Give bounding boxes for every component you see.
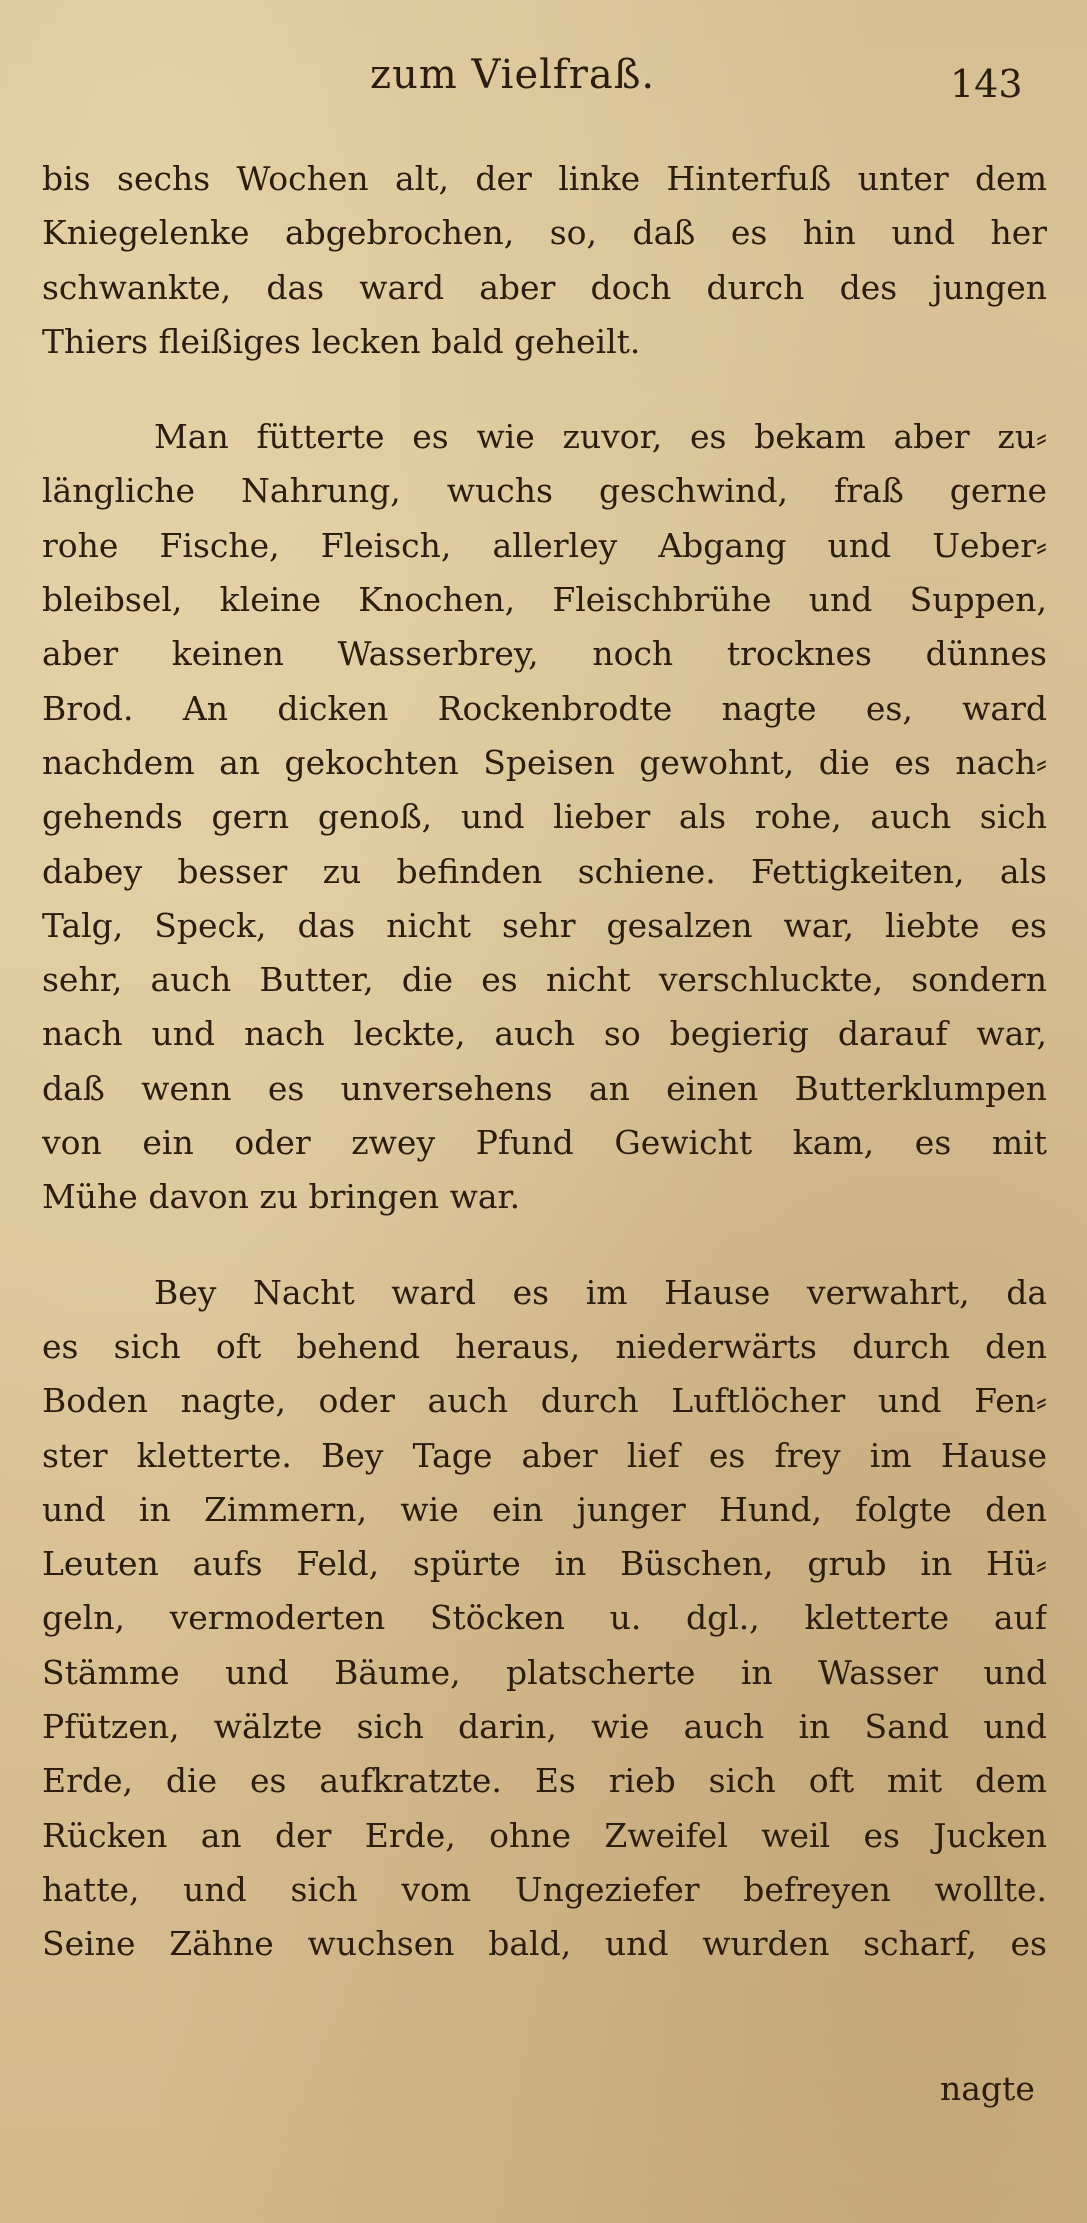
text-line: sehr, auch Butter, die es nicht verschluckte, sondern <box>42 960 1047 1000</box>
text-body <box>42 152 1047 1972</box>
text-line: bleibsel, kleine Knochen, Fleischbrühe und Suppen, <box>42 580 1047 620</box>
text-line: schwankte, das ward aber doch durch des jungen <box>42 267 1047 307</box>
page-header <box>0 40 1087 110</box>
text-line: Stämme und Bäume, platscherte in Wasser und <box>42 1652 1047 1692</box>
text-line: Man fütterte es wie zuvor, es bekam aber zu⸗ <box>154 417 1047 457</box>
text-line: nachdem an gekochten Speisen gewohnt, die es nach⸗ <box>42 742 1047 782</box>
text-line: Boden nagte, oder auch durch Luftlöcher und Fen⸗ <box>42 1381 1047 1421</box>
text-line: Erde, die es aufkratzte. Es rieb sich oft mit dem <box>42 1761 1047 1801</box>
text-line: Pfützen, wälzte sich darin, wie auch in Sand und <box>42 1707 1047 1747</box>
text-line: längliche Nahrung, wuchs geschwind, fraß gerne <box>42 471 1047 511</box>
text-line: Talg, Speck, das nicht sehr gesalzen war, liebte es <box>42 905 1047 945</box>
running-head: zum Vielfraß. <box>370 52 656 98</box>
paragraph-gap <box>42 369 1047 410</box>
text-line: ster kletterte. Bey Tage aber lief es frey im Hause <box>42 1435 1047 1475</box>
paragraph-gap <box>42 1225 1047 1266</box>
text-line: es sich oft behend heraus, niederwärts durch den <box>42 1326 1047 1366</box>
paragraph <box>42 1266 1047 1972</box>
paragraph <box>42 410 1047 1224</box>
text-line: dabey besser zu befinden schiene. Fettigkeiten, als <box>42 851 1047 891</box>
paragraph <box>42 152 1047 369</box>
catchword: nagte <box>940 2069 1035 2108</box>
text-line: nach und nach leckte, auch so begierig darauf war, <box>42 1014 1047 1054</box>
text-line: bis sechs Wochen alt, der linke Hinterfuß unter dem <box>42 159 1047 198</box>
text-line: gehends gern genoß, und lieber als rohe, auch sich <box>42 797 1047 837</box>
text-line: und in Zimmern, wie ein junger Hund, folgte den <box>42 1489 1047 1529</box>
text-line: daß wenn es unversehens an einen Butterklumpen <box>42 1068 1047 1108</box>
text-line: rohe Fische, Fleisch, allerley Abgang und Ueber⸗ <box>42 525 1047 565</box>
text-line: Thiers fleißiges lecken bald geheilt. <box>42 321 641 361</box>
text-line: hatte, und sich vom Ungeziefer befreyen wollte. <box>42 1869 1047 1909</box>
text-line: Kniegelenke abgebrochen, so, daß es hin und her <box>42 213 1047 253</box>
text-line: Seine Zähne wuchsen bald, und wurden scharf, es <box>42 1924 1047 1964</box>
text-line: Leuten aufs Feld, spürte in Büschen, grub in Hü⸗ <box>42 1544 1047 1584</box>
text-line: von ein oder zwey Pfund Gewicht kam, es mit <box>42 1123 1047 1163</box>
text-line: Rücken an der Erde, ohne Zweifel weil es Jucken <box>42 1815 1047 1855</box>
text-line: Bey Nacht ward es im Hause verwahrt, da <box>154 1272 1047 1312</box>
text-line: geln, vermoderten Stöcken u. dgl., kletterte auf <box>42 1598 1047 1638</box>
text-line: Mühe davon zu bringen war. <box>42 1177 521 1217</box>
page-number: 143 <box>950 62 1023 106</box>
text-line: Brod. An dicken Rockenbrodte nagte es, ward <box>42 688 1047 728</box>
text-line: aber keinen Wasserbrey, noch trocknes dünnes <box>42 634 1047 674</box>
